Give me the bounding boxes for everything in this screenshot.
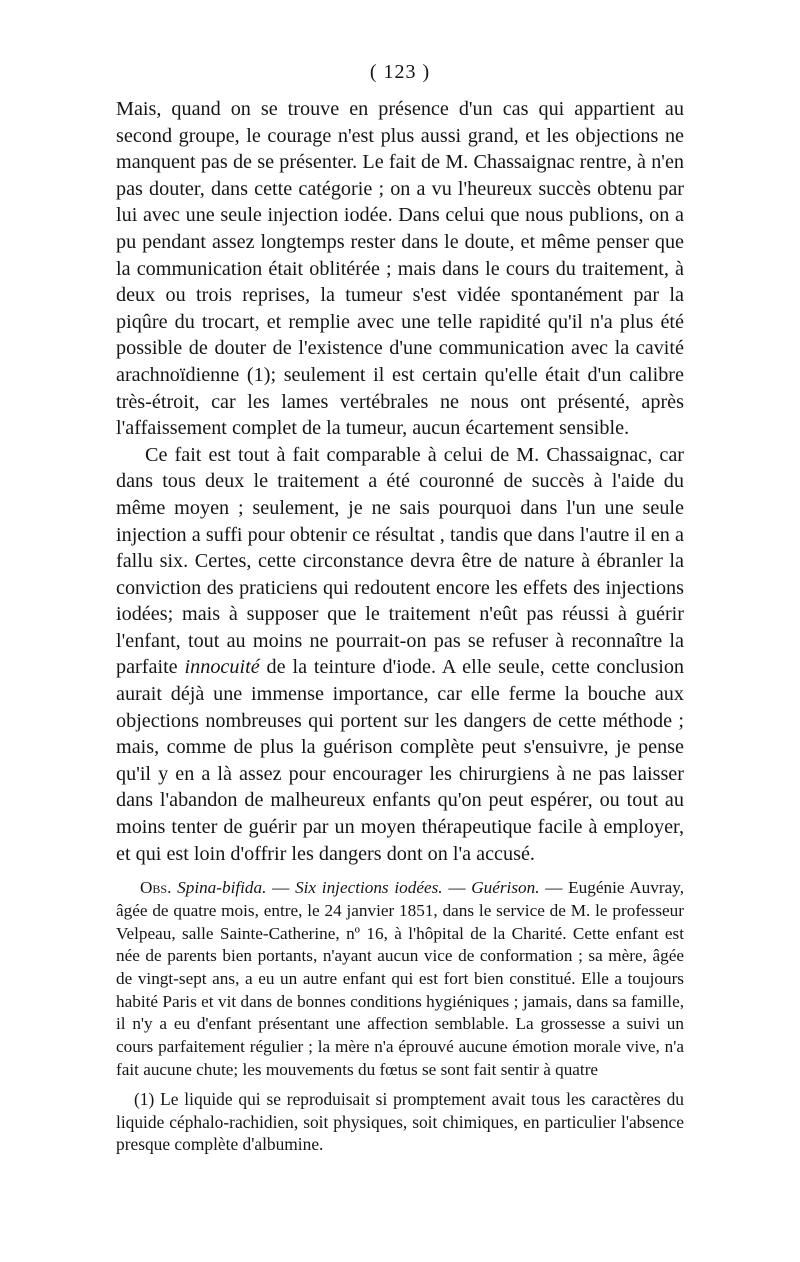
paragraph-2 bbox=[116, 442, 684, 868]
observation-label: Obs. bbox=[140, 878, 172, 898]
paragraph-2-text-before: Ce fait est tout à fait comparable à celui de M. Chassaignac, car dans tous deux le traitement a été couronné de succès à l'aide du même moyen ; seulement, je ne sais pourquoi dans l'un une seule injection a suffi pour obtenir ce résultat , tandis que dans l'autre il en a fallu six. Certes, cette circonstance devra être de nature à ébranler la conviction des praticiens qui redoutent encore les effets des injections iodées; mais à supposer que le traitement n'eût pas réussi à guérir l'enfant, tout au moins ne pourrait-on pas se refuser à reconnaître la parfaite bbox=[116, 443, 684, 679]
observation bbox=[116, 877, 684, 1081]
observation-title-condition: Spina-bifida. bbox=[177, 878, 267, 898]
paragraph-2-emphasis: innocuité bbox=[184, 656, 260, 679]
observation-title-outcome: Guérison. bbox=[471, 878, 540, 898]
footnote: (1) Le liquide qui se reproduisait si promptement avait tous les caractères du liquide céphalo-rachidien, soit physiques, soit chimiques, en particulier l'absence presque complète d'albumine. bbox=[116, 1089, 684, 1154]
observation-title-treatment: Six injections iodées. bbox=[295, 878, 443, 898]
paragraph-2-text-after: de la teinture d'iode. A elle seule, cette conclusion aurait déjà une immense importance, car elle ferme la bouche aux objections nombreuses qui portent sur les dangers de cette méthode ; mais, comme de plus la guérison complète peut s'ensuivre, je pense qu'il y en a là assez pour encourager les chirurgiens à ne pas laisser dans l'abandon de malheureux enfants qu'on peut espérer, ou tout au moins tenter de guérir par un moyen thérapeutique facile à employer, et qui est loin d'offrir les dangers dont on l'a accusé. bbox=[116, 656, 685, 865]
page-number: ( 123 ) bbox=[369, 61, 431, 83]
observation-text: — Eugénie Auvray, âgée de quatre mois, entre, le 24 janvier 1851, dans le service de M. le professeur Velpeau, salle Sainte-Catherine, nº 16, à l'hôpital de la Charité. Cette enfant est née de parents bien portants, n'ayant aucun vice de conformation ; sa mère, âgée de vingt-sept ans, a eu un autre enfant qui est fort bien constitué. Elle a toujours habité Paris et vit dans de bonnes conditions hygiéniques ; jamais, dans sa famille, il n'y a eu d'enfant présentant une affection semblable. La grossesse a suivi un cours parfaitement régulier ; la mère n'a éprouvé aucune émotion morale vive, n'a fait aucune chute; les mouvements du fœtus se sont fait sentir à quatre bbox=[116, 878, 684, 1079]
observation-separator-2: — bbox=[442, 878, 472, 898]
observation-separator-1: — bbox=[266, 878, 296, 898]
document-page bbox=[116, 52, 685, 1154]
paragraph-1: Mais, quand on se trouve en présence d'un cas qui appartient au second groupe, le courage n'est plus aussi grand, et les objections ne manquent pas de se présenter. Le fait de M. Chassaignac rentre, à n'en pas douter, dans cette catégorie ; on a vu l'heureux succès obtenu par lui avec une seule injection iodée. Dans celui que nous publions, on a pu pendant assez longtemps rester dans le doute, et même penser que la communication était oblitérée ; mais dans le cours du traitement, à deux ou trois reprises, la tumeur s'est vidée spontanément par la piqûre du trocart, et remplie avec une telle rapidité qu'il n'a plus été possible de douter de l'existence d'une communication avec la cavité arachnoïdienne (1); seulement il est certain qu'elle était d'un calibre très-étroit, car les lames vertébrales ne nous ont présenté, après l'affaissement complet de la tumeur, aucun écartement sensible. bbox=[116, 98, 684, 440]
